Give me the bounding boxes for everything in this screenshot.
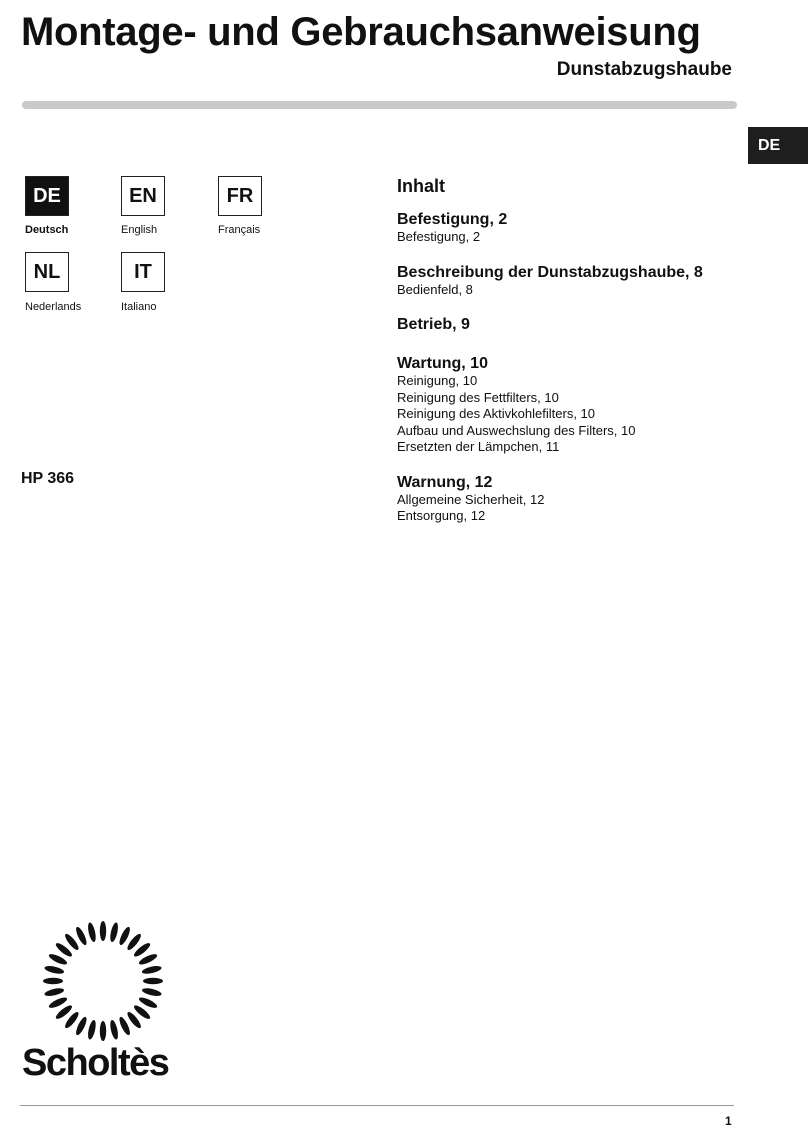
logo-ray: [100, 1021, 106, 1041]
lang-box-fr[interactable]: FR: [218, 176, 262, 216]
toc-section: [397, 473, 757, 525]
toc-section: [397, 263, 757, 299]
brand-wordmark: Scholtès: [22, 1042, 169, 1084]
lang-box-it[interactable]: IT: [121, 252, 165, 292]
lang-label-en: English: [121, 224, 158, 236]
toc-item[interactable]: Allgemeine Sicherheit, 12: [397, 491, 545, 507]
toc-section-title[interactable]: Befestigung, 2: [397, 211, 508, 228]
toc-heading: Inhalt: [397, 176, 445, 196]
page-number: 1: [725, 1114, 732, 1128]
header-divider: [22, 101, 737, 109]
logo-ray: [141, 965, 162, 976]
toc-section-title[interactable]: Betrieb, 9: [397, 316, 470, 333]
toc-item[interactable]: Aufbau und Auswechslung des Filters, 10: [397, 422, 636, 438]
footer-divider: [20, 1105, 734, 1106]
language-side-tab: DE: [748, 127, 808, 164]
toc-item[interactable]: Reinigung, 10: [397, 373, 478, 388]
logo-ray: [44, 965, 65, 976]
toc-item[interactable]: Ersetzten der Lämpchen, 11: [397, 439, 560, 454]
logo-ray: [43, 978, 63, 984]
document-subtitle: Dunstabzugshaube: [556, 59, 732, 80]
logo-ray: [87, 1019, 98, 1040]
logo-ray: [44, 987, 65, 998]
document-title: Montage- und Gebrauchsanweisung: [21, 10, 701, 54]
toc-section: [397, 354, 757, 456]
toc-item[interactable]: Entsorgung, 12: [397, 508, 486, 523]
lang-box-de[interactable]: DE: [25, 176, 69, 216]
model-number: HP 366: [21, 470, 75, 487]
lang-label-fr: Français: [218, 224, 261, 236]
logo-ray: [109, 922, 120, 943]
lang-box-en[interactable]: EN: [121, 176, 165, 216]
table-of-contents: [397, 176, 757, 542]
toc-item[interactable]: Bedienfeld, 8: [397, 281, 473, 297]
toc-section-title[interactable]: Beschreibung der Dunstabzugshaube, 8: [397, 263, 703, 281]
logo-ray: [100, 921, 106, 941]
toc-item[interactable]: Reinigung des Fettfilters, 10: [397, 389, 559, 405]
lang-label-nl: Nederlands: [25, 301, 82, 313]
logo-ray: [143, 978, 163, 984]
logo-ray: [141, 987, 162, 998]
lang-box-nl[interactable]: NL: [25, 252, 69, 292]
toc-item[interactable]: Reinigung des Aktivkohlefilters, 10: [397, 406, 596, 421]
toc-item[interactable]: Befestigung, 2: [397, 229, 481, 244]
toc-section-title[interactable]: Warnung, 12: [397, 473, 493, 491]
lang-label-de: Deutsch: [25, 224, 69, 236]
sunburst-logo-icon: [40, 918, 166, 1044]
logo-ray: [87, 922, 98, 943]
lang-label-it: Italiano: [121, 301, 157, 313]
toc-section: [397, 210, 757, 246]
toc-section: [397, 315, 757, 334]
toc-section-title[interactable]: Wartung, 10: [397, 355, 488, 372]
logo-ray: [109, 1019, 120, 1040]
